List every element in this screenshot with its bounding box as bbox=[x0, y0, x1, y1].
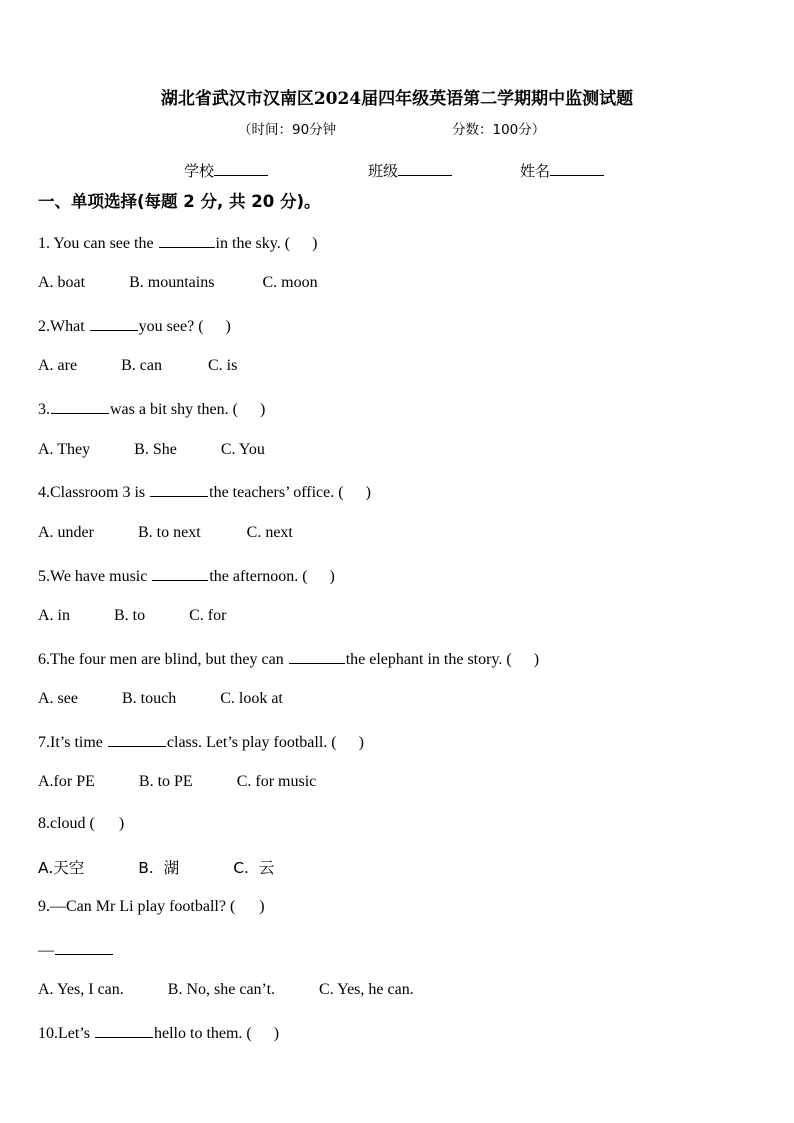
option-c[interactable]: C. for music bbox=[236, 773, 317, 790]
question-text: 7.It’s time bbox=[38, 734, 107, 751]
question-2-options bbox=[38, 357, 237, 375]
question-paren-close: ) bbox=[358, 734, 364, 751]
answer-blank[interactable] bbox=[159, 233, 215, 248]
question-text: 4.Classroom 3 is bbox=[38, 484, 150, 501]
option-c[interactable]: C. Yes, he can. bbox=[319, 981, 414, 998]
exam-score: 分数：100分） bbox=[452, 122, 546, 138]
answer-blank[interactable] bbox=[152, 566, 208, 581]
option-b[interactable]: B. to PE bbox=[138, 773, 193, 790]
option-c[interactable]: C. 云 bbox=[233, 859, 275, 877]
question-text: 3. bbox=[38, 401, 50, 418]
option-a[interactable]: A. in bbox=[38, 607, 70, 624]
answer-blank[interactable] bbox=[55, 940, 113, 955]
option-a[interactable]: A. are bbox=[38, 357, 78, 374]
option-b[interactable]: B. mountains bbox=[129, 274, 215, 291]
question-text: 8.cloud ( bbox=[38, 815, 95, 832]
option-b[interactable]: B. 湖 bbox=[138, 859, 180, 877]
exam-time: （时间：90分钟 bbox=[238, 122, 337, 138]
option-b[interactable]: B. touch bbox=[121, 690, 177, 707]
dash-prefix: — bbox=[38, 942, 54, 959]
option-a[interactable]: A.for PE bbox=[38, 773, 95, 790]
question-1-options bbox=[38, 274, 318, 292]
question-3 bbox=[38, 399, 265, 419]
name-blank[interactable] bbox=[550, 161, 604, 176]
answer-blank[interactable] bbox=[150, 482, 208, 497]
question-8 bbox=[38, 815, 124, 833]
question-6-options bbox=[38, 690, 283, 708]
question-paren-close: ) bbox=[329, 568, 335, 585]
option-b[interactable]: B. She bbox=[134, 441, 177, 458]
option-c[interactable]: C. for bbox=[189, 607, 227, 624]
question-text: the teachers’ office. ( bbox=[209, 484, 344, 501]
section-heading: 一、单项选择(每题 2 分, 共 20 分)。 bbox=[38, 192, 321, 211]
question-text: 10.Let’s bbox=[38, 1025, 94, 1042]
option-a[interactable]: A.天空 bbox=[38, 859, 85, 877]
option-a[interactable]: A. under bbox=[38, 524, 94, 541]
name-field bbox=[520, 160, 604, 181]
question-text: 5.We have music bbox=[38, 568, 152, 585]
question-paren-close: ) bbox=[118, 815, 125, 832]
question-2 bbox=[38, 316, 231, 336]
exam-title: 湖北省武汉市汉南区2024届四年级英语第二学期期中监测试题 bbox=[160, 89, 634, 109]
option-c[interactable]: C. You bbox=[220, 441, 265, 458]
option-b[interactable]: B. to bbox=[114, 607, 146, 624]
option-b[interactable]: B. to next bbox=[137, 524, 201, 541]
question-paren-close: ) bbox=[259, 401, 266, 418]
question-5 bbox=[38, 566, 335, 586]
answer-blank[interactable] bbox=[95, 1023, 153, 1038]
question-paren-close: ) bbox=[312, 235, 318, 252]
question-paren-close: ) bbox=[225, 318, 231, 335]
option-a[interactable]: A. see bbox=[38, 690, 78, 707]
question-text: 1. You can see the bbox=[38, 235, 158, 252]
option-a[interactable]: A. They bbox=[38, 441, 91, 458]
option-c[interactable]: C. look at bbox=[220, 690, 283, 707]
question-9 bbox=[38, 898, 265, 916]
question-paren-close: ) bbox=[533, 651, 540, 668]
option-a[interactable]: A. Yes, I can. bbox=[38, 981, 124, 998]
answer-blank[interactable] bbox=[108, 732, 166, 747]
question-9-options bbox=[38, 981, 414, 999]
name-label: 姓名 bbox=[520, 162, 551, 180]
option-a[interactable]: A. boat bbox=[38, 274, 86, 291]
question-8-options bbox=[38, 856, 274, 878]
school-blank[interactable] bbox=[214, 161, 268, 176]
question-text: 2.What bbox=[38, 318, 89, 335]
class-field bbox=[368, 160, 452, 181]
question-5-options bbox=[38, 607, 226, 625]
question-7-options bbox=[38, 773, 316, 791]
question-4-options bbox=[38, 524, 293, 542]
class-blank[interactable] bbox=[398, 161, 452, 176]
question-text: 9.—Can Mr Li play football? ( bbox=[38, 898, 236, 915]
school-label: 学校 bbox=[184, 162, 215, 180]
option-b[interactable]: B. can bbox=[121, 357, 162, 374]
school-field bbox=[184, 160, 268, 181]
question-text: 6.The four men are blind, but they can bbox=[38, 651, 288, 668]
question-text: you see? ( bbox=[138, 318, 204, 335]
option-c[interactable]: C. is bbox=[207, 357, 238, 374]
question-6 bbox=[38, 649, 539, 669]
question-paren-close: ) bbox=[259, 898, 265, 915]
question-3-options bbox=[38, 441, 265, 459]
option-c[interactable]: C. next bbox=[246, 524, 293, 541]
question-text: class. Let’s play football. ( bbox=[166, 734, 337, 751]
question-9-answer-line bbox=[38, 940, 114, 960]
question-text: the elephant in the story. ( bbox=[345, 651, 512, 668]
question-1 bbox=[38, 233, 317, 253]
answer-blank[interactable] bbox=[289, 649, 345, 664]
question-7 bbox=[38, 732, 364, 752]
question-4 bbox=[38, 482, 371, 502]
question-paren-close: ) bbox=[365, 484, 371, 501]
answer-blank[interactable] bbox=[90, 316, 138, 331]
question-text: hello to them. ( bbox=[154, 1025, 252, 1042]
answer-blank[interactable] bbox=[51, 399, 109, 414]
question-paren-close: ) bbox=[273, 1025, 280, 1042]
class-label: 班级 bbox=[368, 162, 399, 180]
question-text: in the sky. ( bbox=[215, 235, 291, 252]
question-10 bbox=[38, 1023, 279, 1043]
question-text: was a bit shy then. ( bbox=[110, 401, 238, 418]
option-b[interactable]: B. No, she can’t. bbox=[167, 981, 276, 998]
question-text: the afternoon. ( bbox=[209, 568, 308, 585]
option-c[interactable]: C. moon bbox=[262, 274, 318, 291]
